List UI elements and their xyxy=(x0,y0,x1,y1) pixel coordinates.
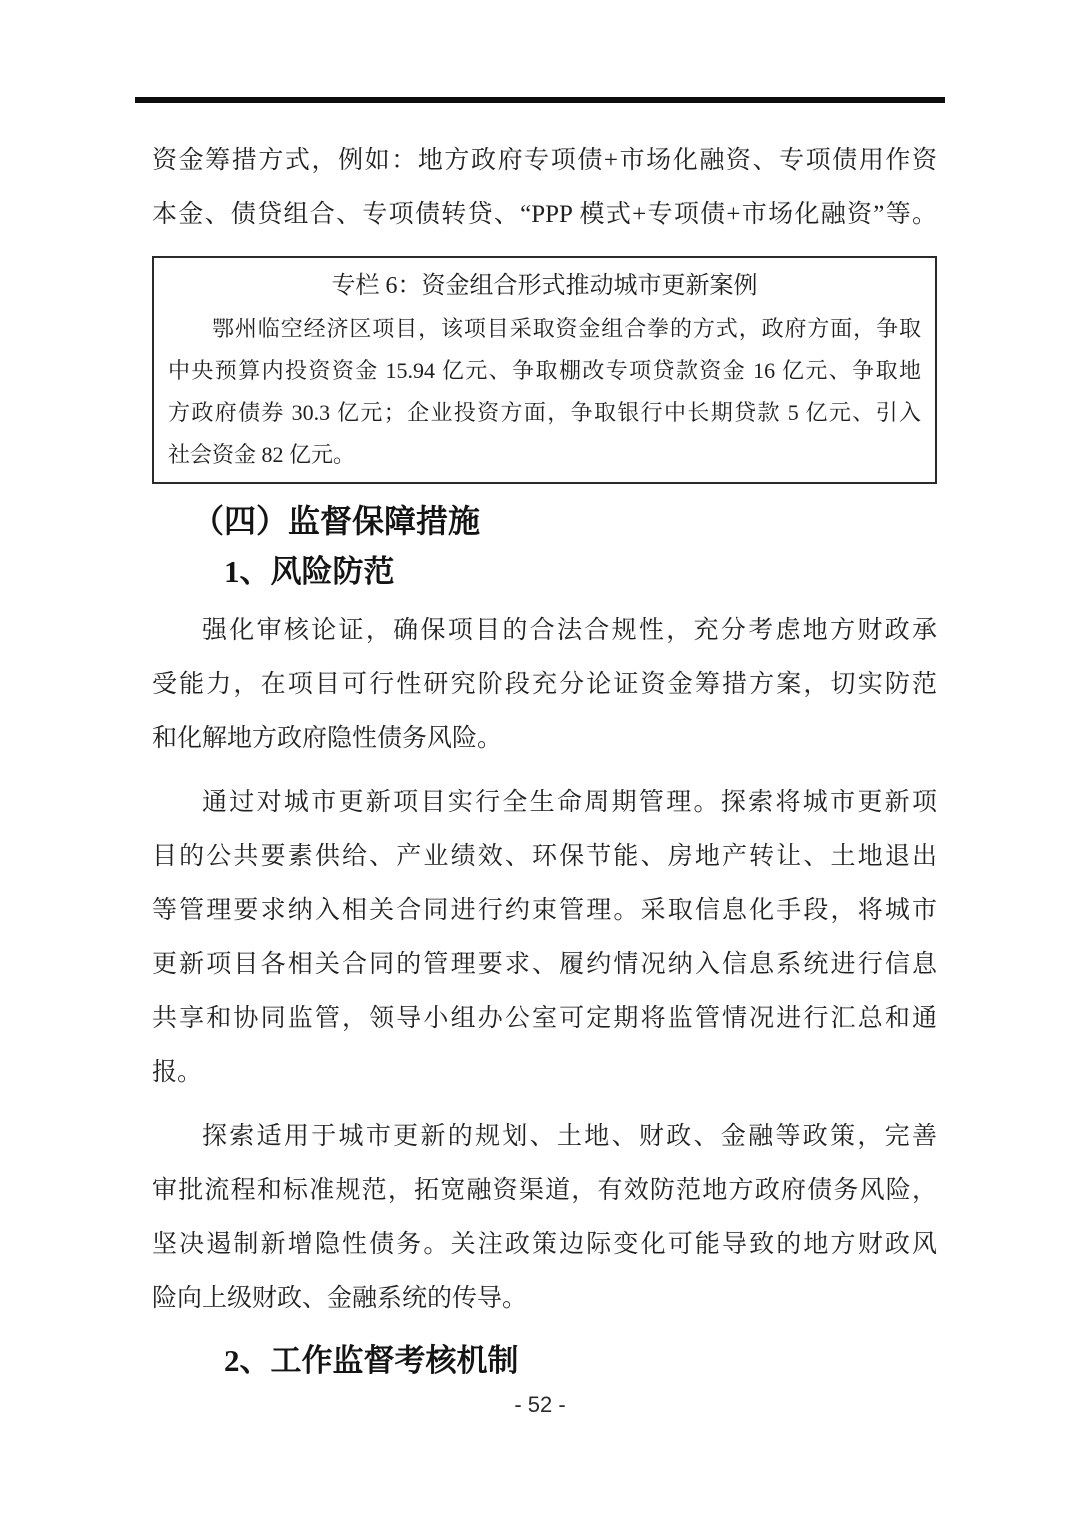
body-line: 更新项目各相关合同的管理要求、履约情况纳入信息系统进行信息 xyxy=(152,951,937,978)
body-line: 强化审核论证，确保项目的合法合规性，充分考虑地方财政承 xyxy=(202,617,937,644)
paragraph-risk xyxy=(152,604,937,766)
sub-heading-risk-prevention: 1、风险防范 xyxy=(224,554,395,589)
paragraph-lifecycle xyxy=(152,776,937,1100)
body-line: 等管理要求纳入相关合同进行约束管理。采取信息化手段，将城市 xyxy=(152,897,937,924)
case-box-line: 方政府债券 30.3 亿元；企业投资方面，争取银行中长期贷款 5 亿元、引入 xyxy=(168,400,921,425)
section-heading-supervision: （四）监督保障措施 xyxy=(192,503,481,539)
header-rule xyxy=(135,97,945,103)
case-box-title: 专栏 6：资金组合形式推动城市更新案例 xyxy=(331,273,758,299)
page-content xyxy=(152,134,937,1388)
body-line: 审批流程和标准规范，拓宽融资渠道，有效防范地方政府债务风险， xyxy=(152,1177,937,1204)
body-line: 本金、债贷组合、专项债转贷、“PPP 模式+专项债+市场化融资”等。 xyxy=(152,201,937,228)
body-line: 资金筹措方式，例如：地方政府专项债+市场化融资、专项债用作资 xyxy=(152,147,937,174)
body-line: 共享和协同监管，领导小组办公室可定期将监管情况进行汇总和通 xyxy=(152,1005,937,1032)
case-box-line: 社会资金 82 亿元。 xyxy=(168,442,356,467)
body-line: 通过对城市更新项目实行全生命周期管理。探索将城市更新项 xyxy=(202,789,937,816)
paragraph-policy xyxy=(152,1110,937,1326)
body-line: 目的公共要素供给、产业绩效、环保节能、房地产转让、土地退出 xyxy=(152,843,937,870)
body-line: 报。 xyxy=(152,1059,203,1086)
case-box-line: 中央预算内投资资金 15.94 亿元、争取棚改专项贷款资金 16 亿元、争取地 xyxy=(168,358,921,383)
body-line: 受能力，在项目可行性研究阶段充分论证资金筹措方案，切实防范 xyxy=(152,671,937,698)
case-box-line: 鄂州临空经济区项目，该项目采取资金组合拳的方式，政府方面，争取 xyxy=(212,316,921,341)
body-line: 探索适用于城市更新的规划、土地、财政、金融等政策，完善 xyxy=(202,1123,937,1150)
case-box-column-6 xyxy=(152,256,937,484)
paragraph-funding-modes xyxy=(152,134,937,242)
sub-heading-assessment-mechanism: 2、工作监督考核机制 xyxy=(224,1343,519,1378)
body-line: 险向上级财政、金融系统的传导。 xyxy=(152,1285,528,1312)
body-line: 和化解地方政府隐性债务风险。 xyxy=(152,725,503,752)
page-number: - 52 - xyxy=(514,1392,566,1417)
body-line: 坚决遏制新增隐性债务。关注政策边际变化可能导致的地方财政风 xyxy=(152,1231,937,1258)
